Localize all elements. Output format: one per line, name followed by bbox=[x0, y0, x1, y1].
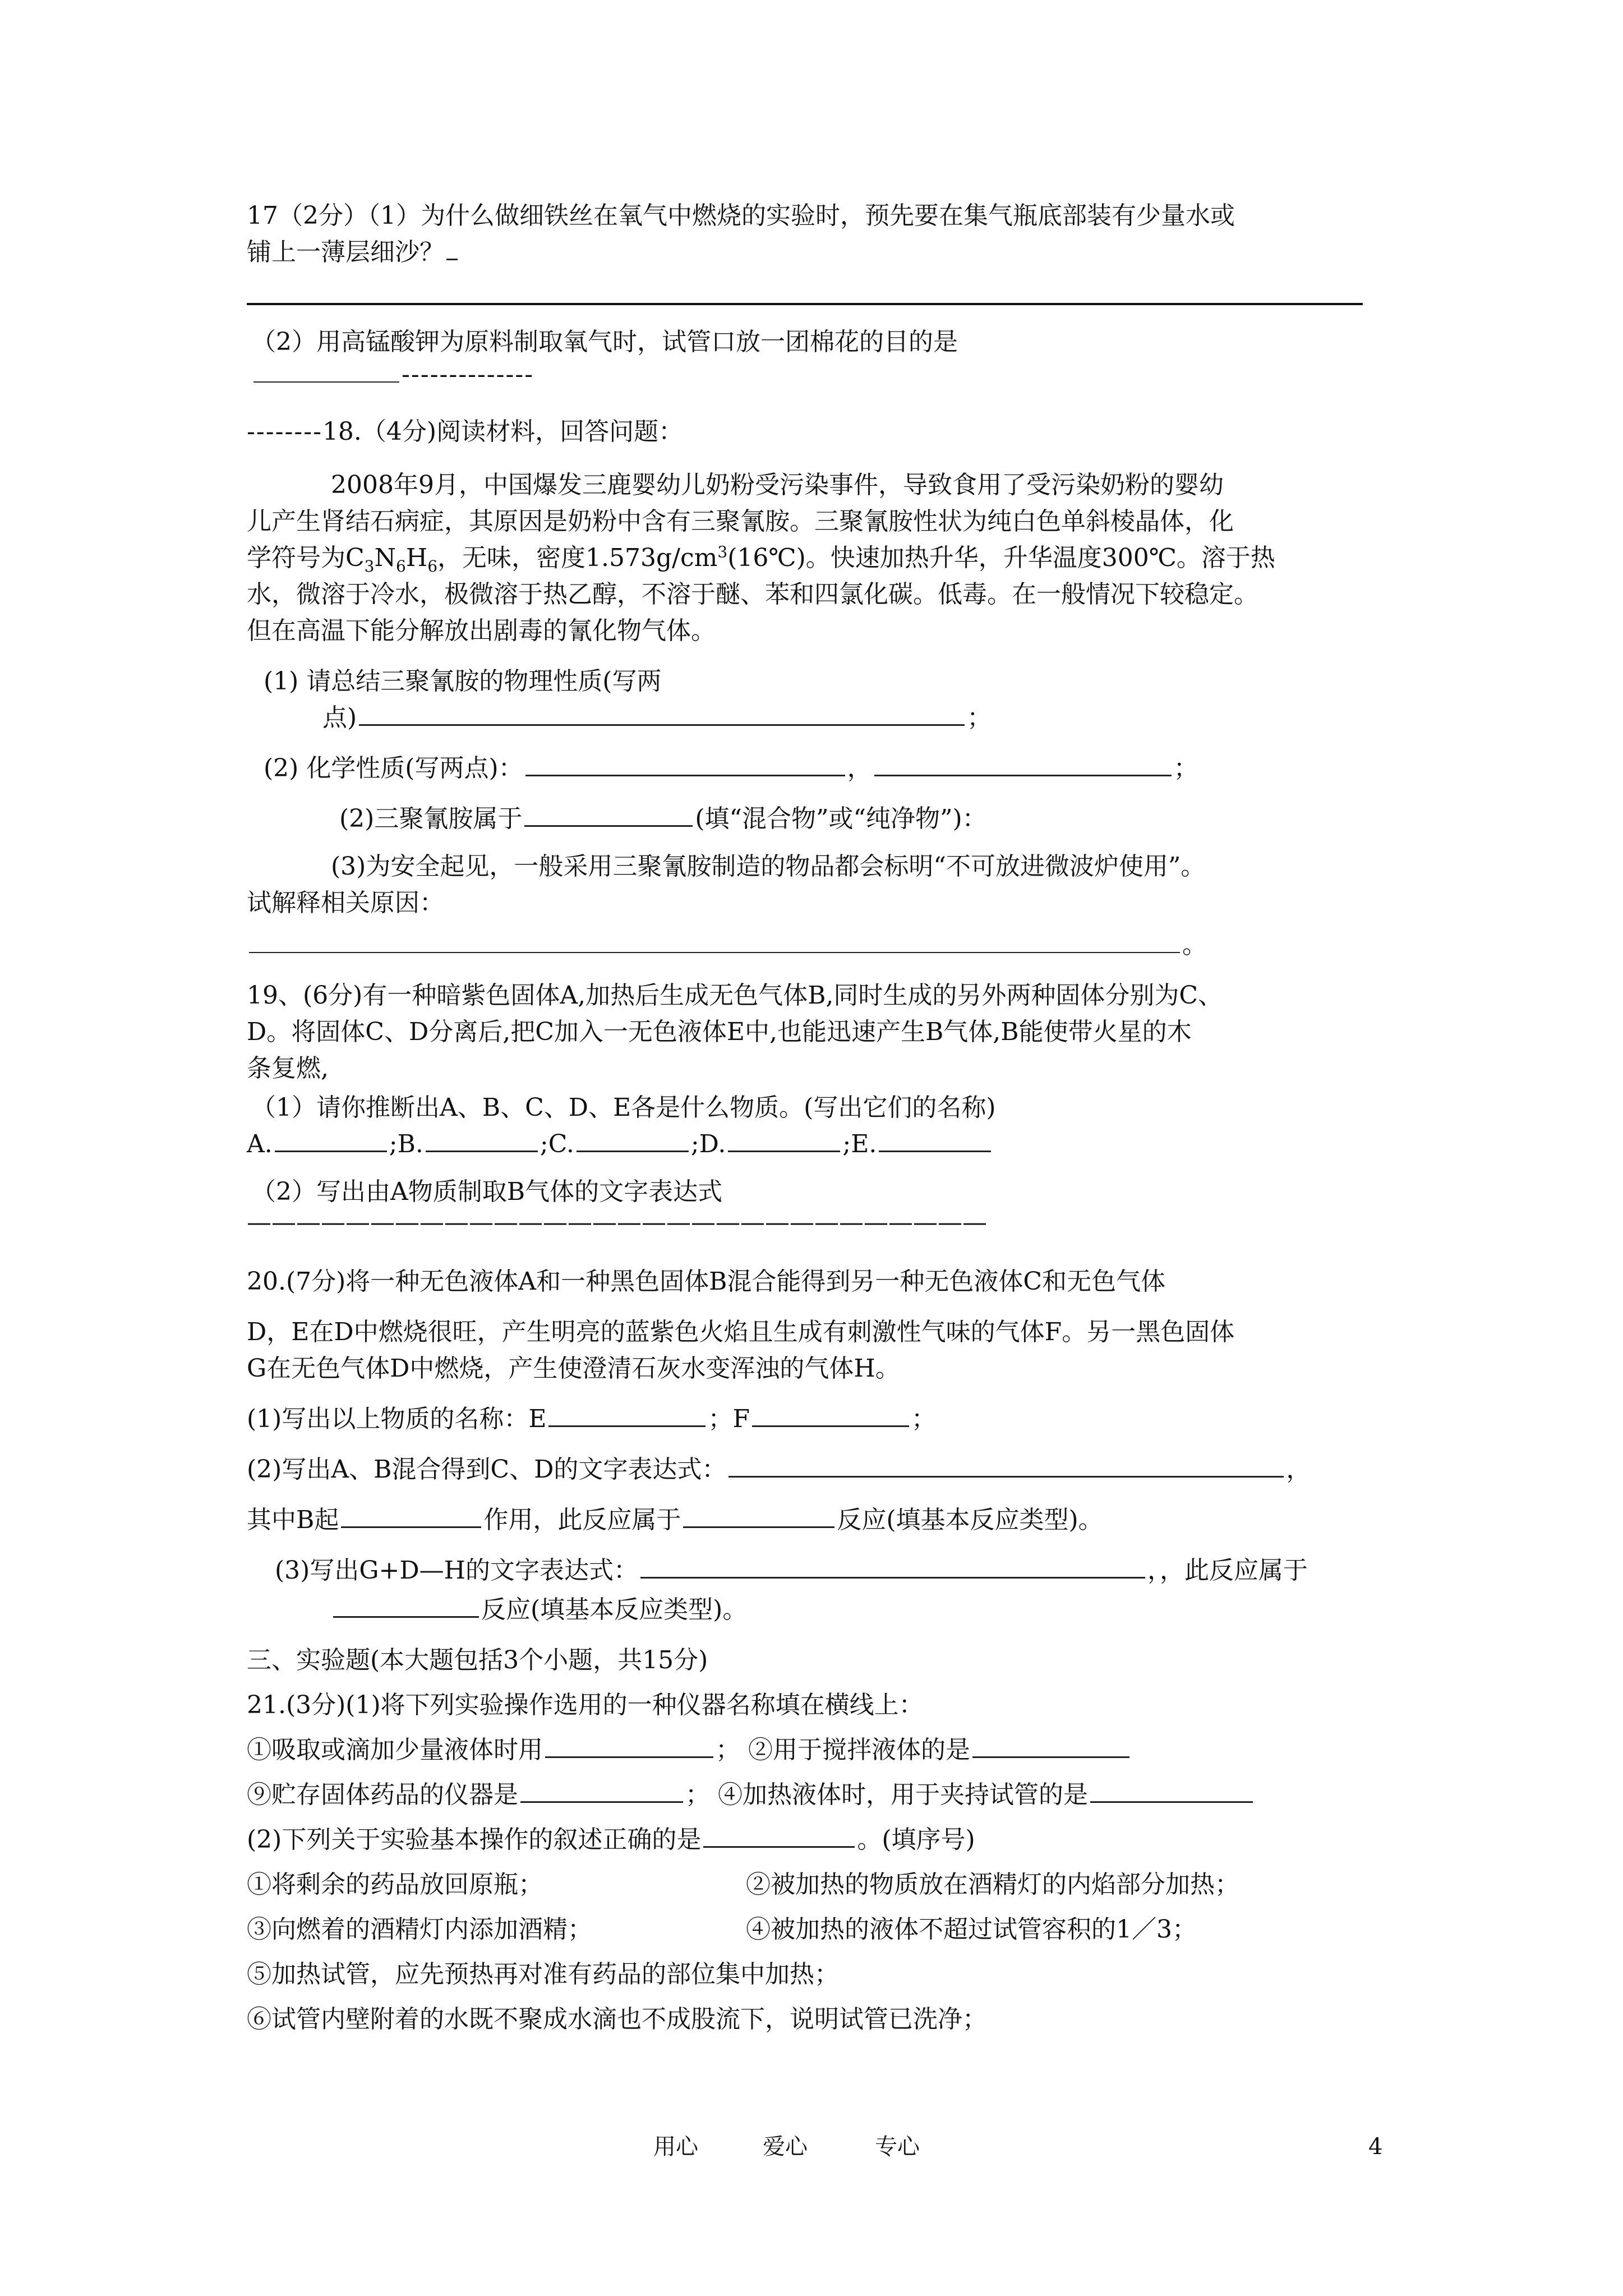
q20-l4-b: ；F bbox=[708, 1405, 750, 1433]
q19-answer-line[interactable]: —————————————————————————————— bbox=[247, 1208, 987, 1237]
q19-line-4: （1）请你推断出A、B、C、D、E各是什么物质。(写出它们的名称) bbox=[251, 1093, 996, 1122]
footer-word-2: 爱心 bbox=[763, 2134, 808, 2160]
q21-option-3: ③向燃着的酒精灯内添加酒精； bbox=[247, 1915, 592, 1944]
q18-dashes: -------- bbox=[247, 417, 322, 446]
q18-sub2 bbox=[264, 752, 1198, 785]
q18-sub3-b: (填“混合物”或“纯净物”)： bbox=[695, 804, 987, 833]
q18-sub4-b: 试解释相关原因： bbox=[247, 889, 444, 917]
q19-line-1: 19、(6分)有一种暗紫色固体A,加热后生成无色气体B,同时生成的另外两种固体分别为C、 bbox=[247, 981, 1223, 1010]
q19-label-e: ;E. bbox=[842, 1130, 877, 1158]
q18-sub4-blank[interactable] bbox=[249, 930, 1180, 953]
q18-sub4-a: (3)为安全起见，一般采用三聚氰胺制造的物品都会标明“不可放进微波炉使用”。 bbox=[331, 852, 1206, 881]
q18-sub2-comma: ， bbox=[847, 754, 872, 783]
q18-sub2-text: (2) 化学性质(写两点)： bbox=[264, 754, 523, 783]
q21-line-2 bbox=[247, 1733, 1132, 1767]
q19-answers bbox=[247, 1128, 993, 1161]
q17-line-2-text: 铺上一薄层细沙？ bbox=[247, 238, 444, 266]
q19-blank-a[interactable] bbox=[275, 1128, 387, 1152]
q18-p3-e: (16℃)。快速加热升华，升华温度300℃。溶于热 bbox=[727, 544, 1275, 572]
q21-l3-a: ⑨贮存固体药品的仪器是 bbox=[247, 1780, 518, 1809]
q17-line-4 bbox=[251, 358, 534, 392]
q18-sub3-a: (2)三聚氰胺属于 bbox=[339, 804, 523, 833]
q21-option-6: ⑥试管内壁附着的水既不聚成水滴也不成股流下，说明试管已洗净； bbox=[247, 2005, 987, 2033]
q19-blank-b[interactable] bbox=[426, 1128, 538, 1152]
q21-line-3 bbox=[247, 1778, 1255, 1812]
q18-p3-b: N bbox=[374, 544, 396, 572]
q17-line-2 bbox=[247, 236, 460, 269]
q20-l5-a: (2)写出A、B混合得到C、D的文字表达式： bbox=[247, 1455, 727, 1484]
q21-l2-b: ； ②用于搅拌液体的是 bbox=[716, 1736, 970, 1764]
q20-line-8 bbox=[331, 1593, 747, 1627]
q17-line-1: 17（2分）（1）为什么做细铁丝在氧气中燃烧的实验时，预先要在集气瓶底部装有少量水或 bbox=[247, 201, 1235, 230]
q18-p3-sub1: 3 bbox=[364, 556, 375, 576]
q20-l4-c: ； bbox=[911, 1405, 936, 1433]
q18-para-3 bbox=[247, 541, 1275, 575]
q18-p3-a: 学符号为C bbox=[247, 544, 365, 572]
q18-para-5: 但在高温下能分解放出剧毒的氰化物气体。 bbox=[247, 616, 716, 645]
q20-l5-b: ， bbox=[1286, 1455, 1311, 1484]
q20-blank-f[interactable] bbox=[752, 1403, 909, 1427]
q20-l4-a: (1)写出以上物质的名称：E bbox=[247, 1405, 547, 1433]
q20-blank-role[interactable] bbox=[341, 1504, 481, 1528]
q18-sub2-blank-2[interactable] bbox=[874, 752, 1172, 776]
footer-word-3: 专心 bbox=[875, 2134, 920, 2160]
q20-line-2: D，E在D中燃烧很旺，产生明亮的蓝紫色火焰且生成有刺激性气味的气体F。另一黑色固体 bbox=[247, 1318, 1235, 1346]
q19-line-2: D。将固体C、D分离后,把C加入一无色液体E中,也能迅速产生B气体,B能使带火星的木 bbox=[247, 1018, 1192, 1046]
q21-l4-a: (2)下列关于实验基本操作的叙述正确的是 bbox=[247, 1825, 702, 1854]
q18-sub1-blank[interactable] bbox=[359, 702, 965, 726]
q17-answer-blank-2[interactable] bbox=[253, 359, 399, 383]
q19-line-3: 条复燃, bbox=[247, 1054, 329, 1083]
q18-para-2: 儿产生肾结石病症，其原因是奶粉中含有三聚氰胺。三聚氰胺性状为纯白色单斜棱晶体，化 bbox=[247, 507, 1234, 536]
q20-line-6 bbox=[247, 1503, 1103, 1537]
q18-sub1-b bbox=[322, 701, 992, 735]
q20-line-1: 20.(7分)将一种无色液体A和一种黑色固体B混合能得到另一种无色液体C和无色气体 bbox=[247, 1267, 1166, 1296]
q18-p3-sup: 3 bbox=[717, 542, 728, 562]
q21-option-1: ①将剩余的药品放回原瓶； bbox=[247, 1870, 543, 1899]
q21-option-5: ⑤加热试管，应先预热再对准有药品的部位集中加热； bbox=[247, 1960, 839, 1989]
q20-line-4 bbox=[247, 1402, 936, 1436]
q18-p3-sub3: 6 bbox=[427, 556, 438, 576]
footer-word-1: 用心 bbox=[653, 2134, 698, 2160]
q21-l2-a: ①吸取或滴加少量液体时用 bbox=[247, 1736, 543, 1764]
q20-l8-text: 反应(填基本反应类型)。 bbox=[481, 1595, 748, 1624]
q18-sub1-end: ； bbox=[967, 703, 992, 732]
q18-para-1: 2008年9月，中国爆发三鹿婴幼儿奶粉受污染事件，导致食用了受污染奶粉的婴幼 bbox=[331, 471, 1224, 499]
q21-option-4: ④被加热的液体不超过试管容积的1／3； bbox=[746, 1915, 1197, 1944]
q18-p3-sub2: 6 bbox=[396, 556, 406, 576]
q21-blank-5[interactable] bbox=[703, 1824, 855, 1848]
q17-answer-blank-1[interactable] bbox=[446, 236, 458, 260]
q21-line-1: 21.(3分)(1)将下列实验操作选用的一种仪器名称填在横线上： bbox=[247, 1691, 924, 1719]
q20-l7-a: (3)写出G+D—H的文字表达式： bbox=[275, 1556, 638, 1585]
q20-blank-e[interactable] bbox=[548, 1403, 706, 1427]
q18-sub1-b-text: 点) bbox=[322, 703, 357, 732]
q18-sub2-blank-1[interactable] bbox=[525, 752, 845, 776]
q20-l6-b: 作用，此反应属于 bbox=[483, 1506, 681, 1534]
q18-sub1-a: (1) 请总结三聚氰胺的物理性质(写两 bbox=[264, 667, 662, 696]
section-3-title: 三、实验题(本大题包括3个小题，共15分) bbox=[247, 1646, 708, 1674]
q19-line-6: （2）写出由A物质制取B气体的文字表达式 bbox=[251, 1177, 723, 1206]
q18-sub3-blank[interactable] bbox=[524, 803, 693, 827]
q19-blank-c[interactable] bbox=[577, 1128, 689, 1152]
q17-line-3: （2）用高锰酸钾为原料制取氧气时，试管口放一团棉花的目的是 bbox=[251, 328, 958, 356]
q21-blank-2[interactable] bbox=[972, 1734, 1129, 1758]
q18-sub4-answer bbox=[247, 928, 1207, 962]
q20-l6-a: 其中B起 bbox=[247, 1506, 339, 1534]
q19-label-b: ;B. bbox=[389, 1130, 423, 1158]
q21-line-4 bbox=[247, 1823, 975, 1857]
q18-p3-c: H bbox=[405, 544, 428, 572]
q20-line-7 bbox=[275, 1554, 1308, 1588]
q20-l6-c: 反应(填基本反应类型)。 bbox=[837, 1506, 1103, 1534]
q20-blank-equation-1[interactable] bbox=[728, 1453, 1284, 1478]
q17-dashes: -------------- bbox=[402, 360, 534, 389]
q20-l7-b: ，，此反应属于 bbox=[1147, 1556, 1308, 1585]
q18-p3-d: ，无味，密度1.573g/cm bbox=[437, 544, 718, 572]
q17-answer-line[interactable] bbox=[247, 303, 1363, 305]
q20-line-5 bbox=[247, 1453, 1311, 1487]
q21-blank-4[interactable] bbox=[1090, 1779, 1253, 1803]
q18-para-4: 水，微溶于冷水，极微溶于热乙醇，不溶于醚、苯和四氯化碳。低毒。在一般情况下较稳定。 bbox=[247, 580, 1258, 609]
q19-blank-d[interactable] bbox=[728, 1128, 840, 1152]
q18-sub2-end: ； bbox=[1173, 754, 1198, 783]
page-number: 4 bbox=[1368, 2134, 1383, 2160]
q20-blank-equation-2[interactable] bbox=[640, 1554, 1145, 1579]
q20-line-3: G在无色气体D中燃烧，产生使澄清石灰水变浑浊的气体H。 bbox=[247, 1354, 900, 1383]
q18-head bbox=[247, 415, 683, 449]
q21-blank-1[interactable] bbox=[545, 1734, 713, 1758]
q21-option-2: ②被加热的物质放在酒精灯的内焰部分加热； bbox=[746, 1870, 1239, 1899]
q21-blank-3[interactable] bbox=[520, 1779, 683, 1803]
q20-blank-type-2[interactable] bbox=[333, 1594, 479, 1618]
q19-label-a: A. bbox=[247, 1130, 273, 1158]
q18-sub3 bbox=[339, 802, 987, 836]
q21-l3-b: ； ④加热液体时，用于夹持试管的是 bbox=[685, 1780, 1088, 1809]
q18-sub4-end: 。 bbox=[1182, 931, 1207, 959]
q20-blank-type-1[interactable] bbox=[683, 1504, 834, 1528]
q19-blank-e[interactable] bbox=[879, 1128, 991, 1152]
q21-l4-b: 。(填序号) bbox=[857, 1825, 975, 1854]
q19-label-d: ;D. bbox=[690, 1130, 726, 1158]
q18-head-text: 18.（4分)阅读材料，回答问题： bbox=[322, 417, 684, 446]
q19-label-c: ;C. bbox=[540, 1130, 574, 1158]
